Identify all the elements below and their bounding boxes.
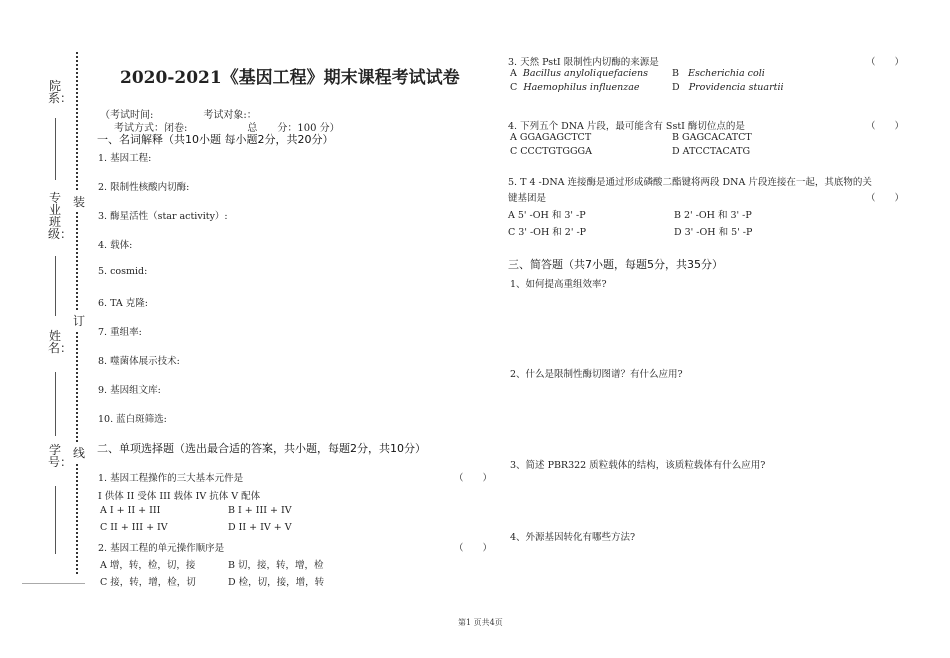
exam-info-line2: 考试方式：闭卷: 总 分：100 分） (104, 123, 340, 134)
mc1-option-c: C II + III + IV (100, 522, 168, 533)
mc1-option-d: D II + IV + V (228, 522, 292, 533)
binding-mark-xian: 线 (73, 443, 85, 462)
side-line-name (55, 372, 56, 436)
side-label-department: 院系： (48, 79, 73, 105)
mc3-option-c: C Haemophilus influenzae (510, 82, 640, 93)
mc5-option-c: C 3' -OH 和 2' -P (508, 227, 587, 238)
term-item-10: 10. 蓝白斑筛选: (98, 414, 167, 425)
side-line-department (55, 118, 56, 180)
mc3-answer-paren: （ ） (866, 57, 905, 68)
mc2-answer-paren: （ ） (454, 543, 493, 554)
mc3-option-a: A Bacillus anyloliquefaciens (510, 68, 648, 79)
side-label-name: 姓名： (48, 329, 73, 355)
side-line-student-id (55, 486, 56, 554)
section3-title: 三、简答题（共7小题，每题5分，共35分） (508, 258, 723, 271)
mc5-stem-line1: 5. T 4 -DNA 连接酶是通过形成磷酸二酯键将两段 DNA 片段连接在一起，其底物的关 (508, 177, 872, 188)
short-q-3: 3、简述 PBR322 质粒载体的结构，该质粒载体有什么应用? (510, 460, 766, 471)
term-item-1: 1. 基因工程: (98, 153, 152, 164)
term-item-2: 2. 限制性核酸内切酶: (98, 182, 190, 193)
term-item-7: 7. 重组率: (98, 327, 142, 338)
mc4-answer-paren: （ ） (866, 121, 905, 132)
mc4-option-b: B GAGCACATCT (672, 132, 752, 143)
mc1-answer-paren: （ ） (454, 473, 493, 484)
mc1-option-b: B I + III + IV (228, 505, 292, 516)
mc4-option-a: A GGAGAGCTCT (510, 132, 592, 143)
term-item-4: 4. 载体: (98, 240, 133, 251)
mc4-option-c: C CCCTGTGGGA (510, 146, 592, 157)
side-label-student-id: 学号： (48, 443, 73, 469)
short-q-4: 4、外源基因转化有哪些方法? (510, 532, 636, 543)
mc1-option-a: A I + II + III (100, 505, 161, 516)
mc2-stem: 2. 基因工程的单元操作顺序是 (98, 543, 225, 554)
mc3-stem: 3. 天然 PstI 限制性内切酶的来源是 (508, 57, 659, 68)
mc4-option-d: D ATCCTACATG (672, 146, 751, 157)
term-item-5: 5. cosmid: (98, 266, 148, 277)
mc1-elements: I 供体 II 受体 III 载体 IV 抗体 V 配体 (98, 491, 261, 502)
mc5-option-a: A 5' -OH 和 3' -P (508, 210, 586, 221)
term-item-8: 8. 噬菌体展示技术: (98, 356, 180, 367)
mc5-option-b: B 2' -OH 和 3' -P (674, 210, 752, 221)
side-line-major-class (55, 256, 56, 316)
term-item-3: 3. 酶星活性（star activity）: (98, 211, 228, 222)
mc2-option-b: B 切，接，转，增，检 (228, 560, 324, 571)
margin-bottom-rule (22, 583, 85, 584)
exam-info-line1: （考试时间: 考试对象:： (100, 110, 257, 121)
mc2-option-d: D 检，切，接，增，转 (228, 577, 325, 588)
exam-title: 2020-2021《基因工程》期末课程考试试卷 (120, 68, 460, 88)
mc1-stem: 1. 基因工程操作的三大基本元件是 (98, 473, 244, 484)
term-item-9: 9. 基因组文库: (98, 385, 161, 396)
side-label-major-class: 专业班级： (48, 191, 73, 241)
mc3-option-b: B Escherichia coli (672, 68, 765, 79)
mc2-option-c: C 接，转，增，检，切 (100, 577, 196, 588)
page-number: 第1 页共4页 (458, 618, 503, 627)
short-q-2: 2、什么是限制性酶切图谱？有什么应用? (510, 369, 683, 380)
section2-title: 二、单项选择题（选出最合适的答案，共小题，每题2分，共10分） (97, 442, 426, 455)
mc5-option-d: D 3' -OH 和 5' -P (674, 227, 753, 238)
mc5-answer-paren: （ ） (866, 193, 905, 204)
mc3-option-d: D Providencia stuartii (672, 82, 784, 93)
term-item-6: 6. TA 克隆: (98, 298, 148, 309)
mc4-stem: 4. 下列五个 DNA 片段，最可能含有 SstI 酶切位点的是 (508, 121, 745, 132)
mc5-stem-line2: 键基团是 (508, 193, 547, 204)
mc2-option-a: A 增，转，检，切，接 (100, 560, 196, 571)
section1-title: 一、名词解释（共10小题 每小题2分，共20分） (97, 133, 334, 146)
short-q-1: 1、如何提高重组效率? (510, 279, 607, 290)
binding-mark-ding: 订 (73, 311, 85, 330)
binding-mark-zhuang: 装 (73, 192, 85, 211)
